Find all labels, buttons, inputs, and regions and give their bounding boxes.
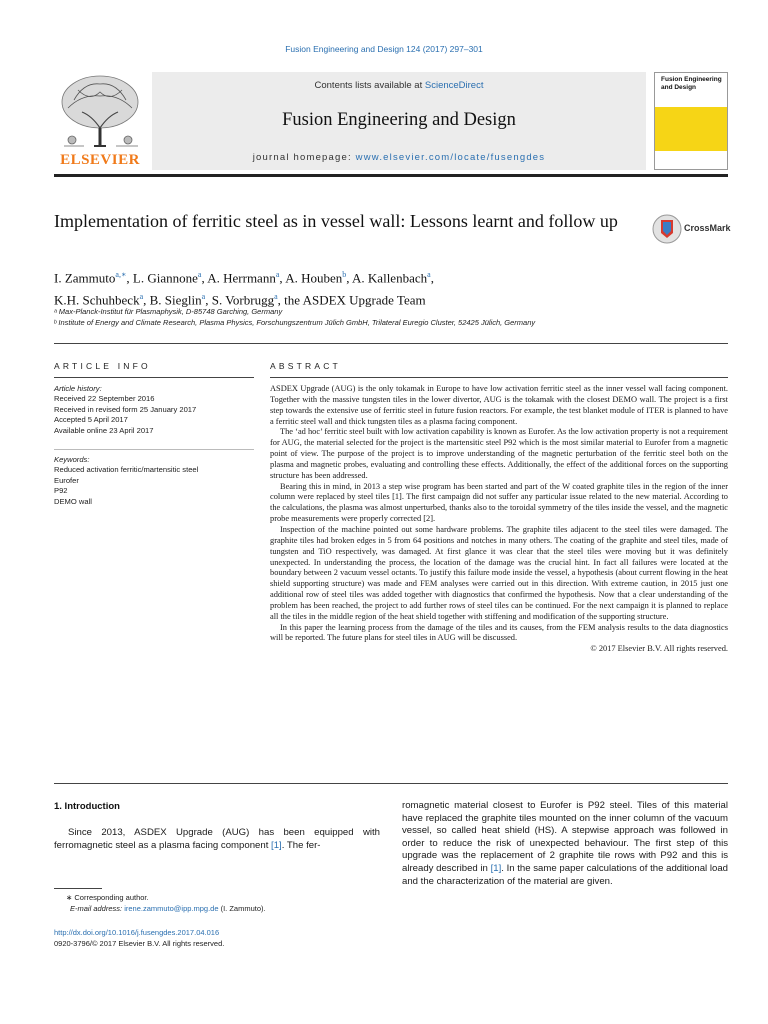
cover-title: Fusion Engineering and Design <box>655 73 727 107</box>
elsevier-wordmark: ELSEVIER <box>60 152 140 168</box>
author-affiliation-marker[interactable]: a <box>275 270 280 279</box>
homepage-link[interactable]: www.elsevier.com/locate/fusengdes <box>355 152 546 163</box>
history-label: Article history: <box>54 384 102 393</box>
abstract-body <box>270 384 728 655</box>
email-suffix: (I. Zammuto). <box>218 904 266 913</box>
keywords-label: Keywords: <box>54 455 90 464</box>
journal-cover-thumbnail[interactable] <box>654 72 728 170</box>
author-name: I. Zammuto <box>54 270 116 286</box>
sciencedirect-link[interactable]: ScienceDirect <box>424 80 484 91</box>
author-separator: , <box>430 270 434 286</box>
author-affiliation-marker[interactable]: a <box>427 270 431 279</box>
intro-text: . In the same paper calculations of the additional load and the characterization of the material are given. <box>402 862 728 887</box>
keyword-item: DEMO wall <box>54 496 92 506</box>
intro-paragraph <box>54 827 380 852</box>
elsevier-logo[interactable] <box>54 72 146 172</box>
author-name: K.H. Schuhbeck <box>54 292 140 308</box>
intro-right-column <box>402 800 728 888</box>
doi-link[interactable]: http://dx.doi.org/10.1016/j.fusengdes.2017.04.016 <box>54 928 220 937</box>
article-info-divider <box>54 377 254 378</box>
article-info-heading: ARTICLE INFO <box>54 361 151 371</box>
abstract-paragraph: The ‘ad hoc’ ferritic steel built with low activation capability is known as Eurofer. As the low activation property is not a requirement for AUG, the material selected for the project is the martensitic steel P92 which is the most similar material to Eurofer from a magnetic point of view. The purpose of the project is to improve understanding of the magnetic perturbation of the ferritic steel both on the plasma and magnetic probes, evaluating and controlling these effects. Additionally, the effect of the additional forces on the supporting structure has been addressed. <box>270 427 728 480</box>
email-label: E-mail address: <box>70 904 125 913</box>
crossmark-icon <box>652 213 682 245</box>
citation-link[interactable]: [1] <box>490 862 502 874</box>
author-affiliation-marker[interactable]: a <box>201 292 206 302</box>
intro-text: . The fer- <box>281 839 321 851</box>
author-name: S. Vorbrugg <box>211 292 275 308</box>
author-line-1 <box>54 265 694 287</box>
abstract-paragraph: In this paper the learning process from the damage of the tiles and its causes, from the FEM analysis results to the data diagnostics will be reported. The future plans for steel tiles in AUG will be discussed. <box>270 622 728 643</box>
cover-yellow-band <box>655 107 728 151</box>
author-separator: , <box>143 292 150 308</box>
keywords-block <box>54 455 254 507</box>
info-divider <box>54 449 254 450</box>
author-name: the ASDEX Upgrade Team <box>284 292 426 308</box>
tree-icon <box>54 72 146 154</box>
abstract-paragraph: Inspection of the machine pointed out some hardware problems. The graphite tiles adjacent to the steel tiles were damaged. The graphite tiles had broken edges in 5 from 64 positions and notches in many others. The coating of the graphite and steel tiles, made of tungsten and TiO respectively, was damaged. At first glance it was clear that the steel tiles were moving but it was definitely unexpected. In understanding the process, the location of the damage was the crucial hint. In fact all failures were located at the boundary between 2 vacuum vessel octants. To justify this failure mode inside the vessel, a hypothesis (about current flowing in the heat shield supporting structure) was made and FEM analyses were carried out in this direction. With extreme caution, in 2015 just one additional row of steel tiles was added together with diagnostics that confirmed the hypothesis. Now that a clear understanding of the problem has been reached, the project to add further rows of steel tiles can be continued. For the next campaign it is planned to replace all the tiles in the middle region of the heat shield together with stiffening and modification of the supporting structure. <box>270 524 728 621</box>
author-name: L. Giannone <box>132 270 198 286</box>
keyword-item: P92 <box>54 486 68 496</box>
affiliation-a: ᵃ Max-Planck-Institut für Plasmaphysik, D-85748 Garching, Germany <box>54 307 283 316</box>
affiliation-divider <box>54 343 728 344</box>
history-received: Received 22 September 2016 <box>54 394 155 404</box>
history-online: Available online 23 April 2017 <box>54 425 154 435</box>
homepage-line <box>152 152 646 163</box>
abstract-copyright: © 2017 Elsevier B.V. All rights reserved. <box>590 644 728 654</box>
intro-left-column <box>54 827 380 852</box>
corresponding-author-note: ∗ Corresponding author. <box>66 893 149 902</box>
author-separator: , <box>126 270 133 286</box>
author-name: A. Kallenbach <box>352 270 428 286</box>
abstract-paragraph: Bearing this in mind, in 2013 a step wise program has been started and part of the W coated graphite tiles in the region of the inner column were replaced by steel tiles [1]. The first campaign did not suffer any particular issue related to the new material. According to the calculations, the plasma was almost unperturbed, thanks also to the toroidal symmetry of the tiles inside the vessel, and the magnetic probe measurements were properly corrected [2]. <box>270 481 728 524</box>
masthead-banner <box>152 72 646 170</box>
footnote-rule <box>54 888 102 889</box>
keyword-item: Eurofer <box>54 475 79 485</box>
author-affiliation-marker[interactable]: b <box>342 270 347 279</box>
journal-title: Fusion Engineering and Design <box>282 110 516 130</box>
journal-citation-link[interactable]: Fusion Engineering and Design 124 (2017) 297–301 <box>285 44 483 54</box>
author-affiliation-marker[interactable]: a <box>139 292 144 302</box>
cover-footer <box>655 151 728 170</box>
masthead-divider <box>54 174 728 177</box>
intro-text: Since 2013, ASDEX Upgrade (AUG) has been equipped with ferromagnetic steel as a plasma facing component <box>54 827 380 851</box>
contents-line <box>152 80 646 91</box>
keyword-item: Reduced activation ferritic/martensitic steel <box>54 465 199 475</box>
history-revised: Received in revised form 25 January 2017 <box>54 404 197 414</box>
intro-text: romagnetic material closest to Eurofer is P92 steel. Tiles of this material have replaced the graphite tiles mounted on the inner column of the vacuum vessel, so called heat shield (HS). A stepwise approach was followed in order to reduce the risk of unexpected behaviour. The first step of this upgrade was the replacement of 2 graphite tile rows with P92 and this is already described in <box>402 800 728 874</box>
author-affiliation-marker[interactable]: a,∗ <box>115 270 127 279</box>
author-separator: , <box>201 270 208 286</box>
abstract-paragraph: ASDEX Upgrade (AUG) is the only tokamak in Europe to have low activation ferritic steel as the inner vessel wall facing component. Together with the massive tungsten tiles in the lower divertor, AUG is the tokamak with the closest DEMO wall. The project is a first step towards the extensive use of ferritic steel in future fusion reactors. For example, the test blanket module of ITER is planned to have a ferritic steel wall and thick tungsten tiles as a plasma facing component. <box>270 384 728 426</box>
abstract-divider <box>270 377 728 378</box>
author-list <box>54 265 694 310</box>
author-name: A. Herrmann <box>207 270 276 286</box>
author-name: A. Houben <box>285 270 343 286</box>
author-affiliation-marker[interactable]: a <box>197 270 202 279</box>
crossmark-label: CrossMark <box>684 223 731 233</box>
section-heading-introduction: 1. Introduction <box>54 801 120 812</box>
author-separator: , <box>346 270 353 286</box>
author-separator: , <box>205 292 212 308</box>
citation-link[interactable]: [1] <box>271 839 282 851</box>
issn-copyright: 0920-3796/© 2017 Elsevier B.V. All rights reserved. <box>54 939 225 948</box>
homepage-prefix: journal homepage: <box>252 152 356 163</box>
email-note <box>70 904 370 913</box>
author-separator: , <box>279 270 286 286</box>
history-accepted: Accepted 5 April 2017 <box>54 415 128 425</box>
contents-prefix: Contents lists available at <box>314 80 425 91</box>
author-affiliation-marker[interactable]: a <box>274 292 278 302</box>
article-title: Implementation of ferritic steel as in vessel wall: Lessons learnt and follow up <box>54 211 618 231</box>
affiliation-b: ᵇ Institute of Energy and Climate Research, Plasma Physics, Forschungszentrum Jülich GmbH, Trilateral Euregio Cluster, 52425 Jülich, Germany <box>54 318 536 327</box>
abstract-heading: ABSTRACT <box>270 361 341 371</box>
email-link[interactable]: irene.zammuto@ipp.mpg.de <box>124 904 219 913</box>
article-history <box>54 384 254 436</box>
abstract-end-divider <box>54 783 728 784</box>
masthead <box>54 72 728 172</box>
author-separator: , <box>277 292 285 308</box>
author-name: B. Sieglin <box>149 292 202 308</box>
crossmark-badge[interactable] <box>652 213 732 245</box>
